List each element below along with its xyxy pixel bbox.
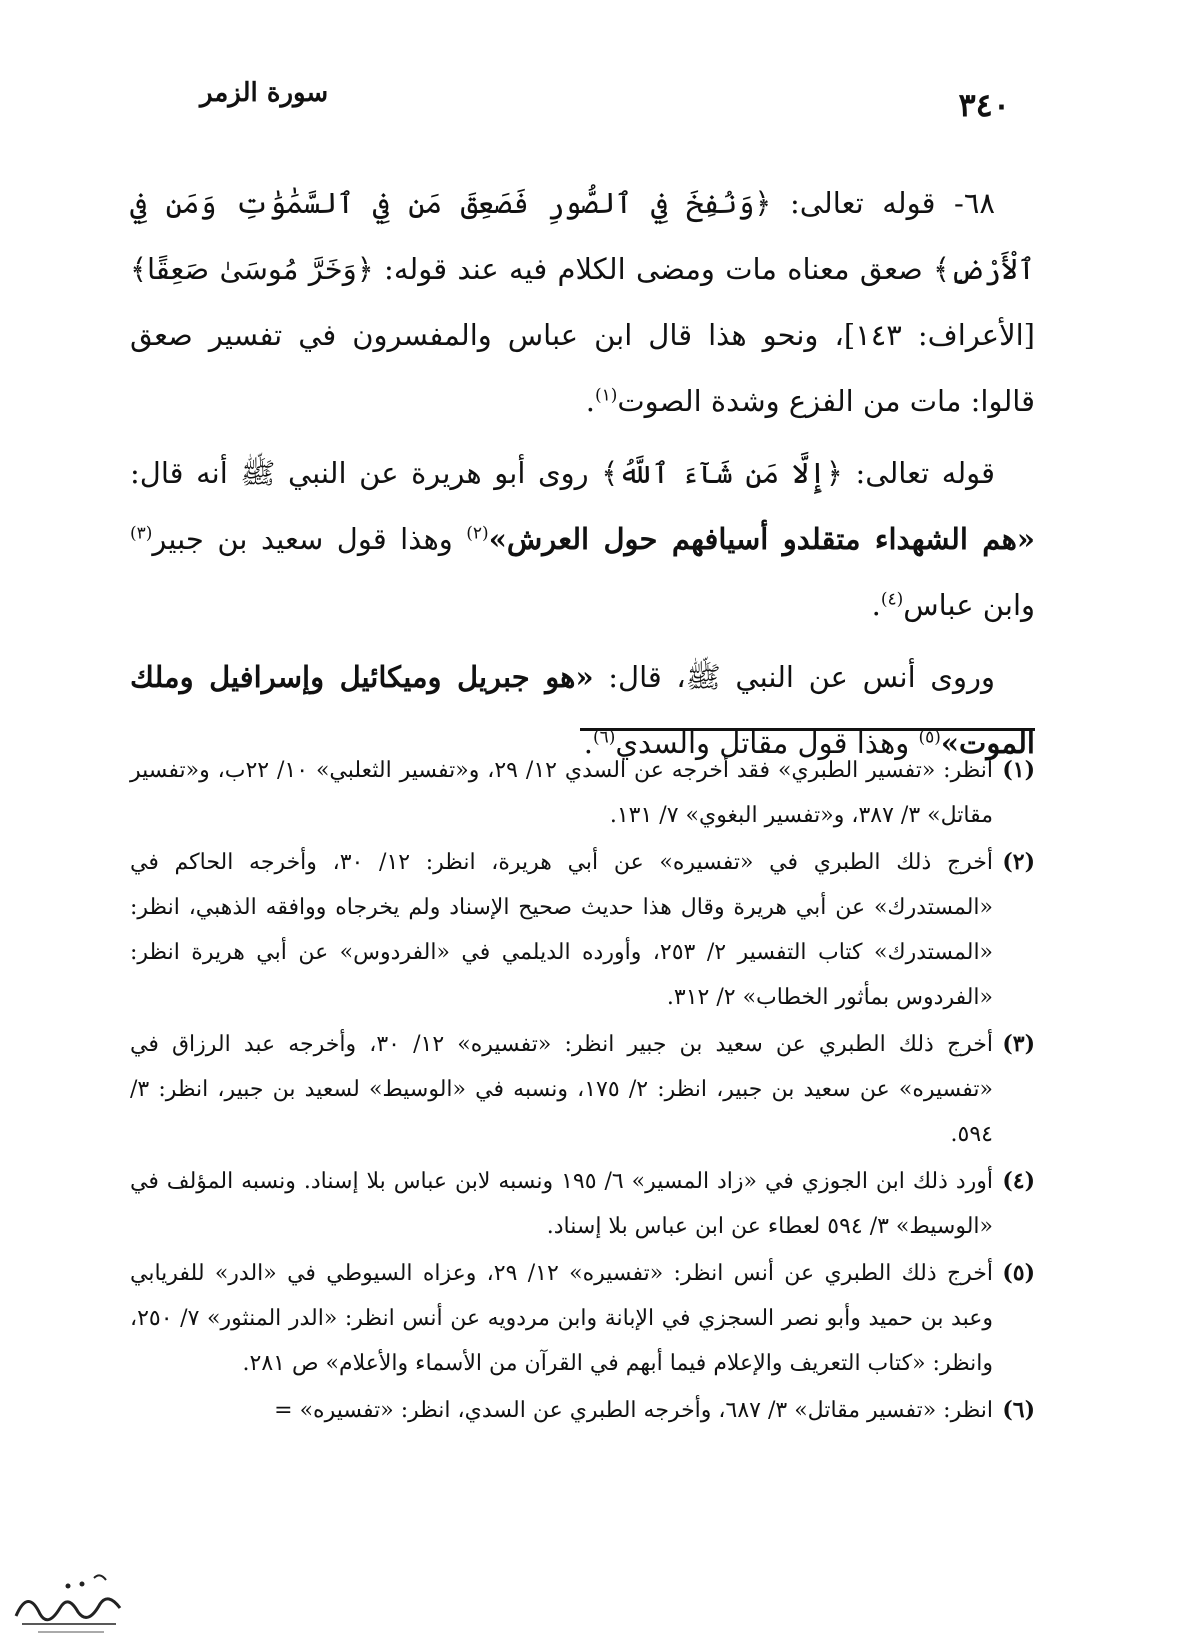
- punctuation: .: [583, 726, 593, 760]
- footnote-ref[interactable]: (١): [594, 385, 618, 406]
- footnote-item: [130, 1251, 1035, 1386]
- footnote-item: [130, 1022, 1035, 1157]
- hadith-quote: «هم الشهداء متقلدو أسيافهم حول العرش»: [488, 522, 1035, 556]
- main-text: [130, 170, 1035, 782]
- footnote-ref[interactable]: (٤): [880, 589, 904, 610]
- paragraph-exception: [130, 440, 1035, 638]
- paragraph-intro: وروى أنس عن النبي ﷺ، قال:: [593, 660, 996, 694]
- footnotes: [130, 748, 1035, 1435]
- footnote-text: انظر: «تفسير الطبري» فقد أخرجه عن السدي ١٢/ ٢٩، و«تفسير الثعلبي» ١٠/ ٢٢ب، و«تفسير مقاتل» ٣/ ٣٨٧، و«تفسير البغوي» ٧/ ١٣١.: [130, 758, 994, 828]
- page-number: ٣٤٠: [958, 86, 1010, 124]
- punctuation: .: [871, 588, 881, 622]
- footnote-divider: [580, 728, 1035, 731]
- footnote-text: أخرج ذلك الطبري عن أنس انظر: «تفسيره» ١٢/ ٢٩، وعزاه السيوطي في «الدر» للفريابي وعبد بن حميد وأبو نصر السجزي في الإبانة وابن مردويه عن أنس انظر: «الدر المنثور» ٧/ ٢٥٠، وانظر: «كتاب التعريف والإعلام فيما أبهم في القرآن من الأسماء والأعلام» ص ٢٨١.: [130, 1261, 994, 1376]
- quran-verse: ﴿وَخَرَّ مُوسَىٰ صَعِقًا﴾: [130, 252, 374, 286]
- paragraph-verse-68: [130, 170, 1035, 434]
- footnote-item: [130, 840, 1035, 1020]
- footnote-item: [130, 748, 1035, 838]
- footnote-ref[interactable]: (٣): [130, 523, 153, 544]
- footnote-number: (٦): [1002, 1397, 1035, 1423]
- footnote-text: أخرج ذلك الطبري في «تفسيره» عن أبي هريرة، انظر: ١٢/ ٣٠، وأخرجه الحاكم في «المستدرك» عن أبي هريرة وقال هذا حديث صحيح الإسناد ولم يخرجاه ووافقه الذهبي، انظر: «المستدرك» كتاب التفسير ٢/ ٢٥٣، وأورده الديلمي في «الفردوس» عن أبي هريرة انظر: «الفردوس بمأثور الخطاب» ٢/ ٣١٢.: [130, 850, 994, 1010]
- paragraph-text: وهذا قول سعيد بن جبير: [152, 522, 467, 556]
- watermark-logo: [8, 1568, 128, 1638]
- footnote-number: (٤): [1002, 1168, 1035, 1194]
- paragraph-text: وهذا قول مقاتل والسدي: [615, 726, 919, 760]
- footnote-ref[interactable]: (٢): [466, 523, 489, 544]
- footnote-ref[interactable]: (٥): [918, 727, 941, 748]
- footnote-number: (١): [1002, 757, 1035, 783]
- paragraph-intro: قوله تعالى:: [842, 456, 996, 490]
- punctuation: .: [585, 384, 595, 418]
- footnote-ref[interactable]: (٦): [592, 727, 616, 748]
- paragraph-intro: ٦٨- قوله تعالى:: [771, 186, 995, 220]
- footnote-text: أورد ذلك ابن الجوزي في «زاد المسير» ٦/ ١٩٥ ونسبه لابن عباس بلا إسناد. ونسبه المؤلف في «الوسيط» ٣/ ٥٩٤ لعطاء عن ابن عباس بلا إسناد.: [130, 1169, 993, 1239]
- footnote-number: (٣): [1002, 1031, 1035, 1057]
- paragraph-text: وابن عباس: [903, 588, 1035, 622]
- page-header: [200, 78, 1010, 128]
- footnote-item: [130, 1159, 1035, 1249]
- footnote-number: (٥): [1002, 1260, 1035, 1286]
- footnote-text: انظر: «تفسير مقاتل» ٣/ ٦٨٧، وأخرجه الطبري عن السدي، انظر: «تفسيره» =: [274, 1398, 993, 1423]
- quran-verse: ﴿وَنُفِخَ فِي ٱلصُّورِ فَصَعِقَ مَن فِي ٱلسَّمَٰوَٰتِ وَمَن فِي ٱلْأَرْضِ﴾: [130, 186, 1035, 286]
- footnote-number: (٢): [1002, 849, 1035, 875]
- running-title: سورة الزمر: [200, 78, 329, 108]
- footnote-item: [130, 1388, 1035, 1433]
- hadith-quote: «هو جبريل وميكائيل وإسرافيل وملك الموت»: [130, 660, 1035, 760]
- paragraph-text: [الأعراف: ١٤٣]، ونحو هذا قال ابن عباس والمفسرون في تفسير صعق قالوا: مات من الفزع وشدة الصوت: [130, 318, 1035, 418]
- quran-verse: ﴿إِلَّا مَن شَآءَ ٱللَّهُ﴾: [601, 456, 843, 490]
- paragraph-text: روى أبو هريرة عن النبي ﷺ أنه قال:: [130, 456, 602, 490]
- footnote-text: أخرج ذلك الطبري عن سعيد بن جبير انظر: «تفسيره» ١٢/ ٣٠، وأخرجه عبد الرزاق في «تفسيره» عن سعيد بن جبير، انظر: ٢/ ١٧٥، ونسبه في «الوسيط» لسعيد بن جبير، انظر: ٣/ ٥٩٤.: [130, 1032, 994, 1147]
- paragraph-text: صعق معناه مات ومضى الكلام فيه عند قوله:: [373, 252, 934, 286]
